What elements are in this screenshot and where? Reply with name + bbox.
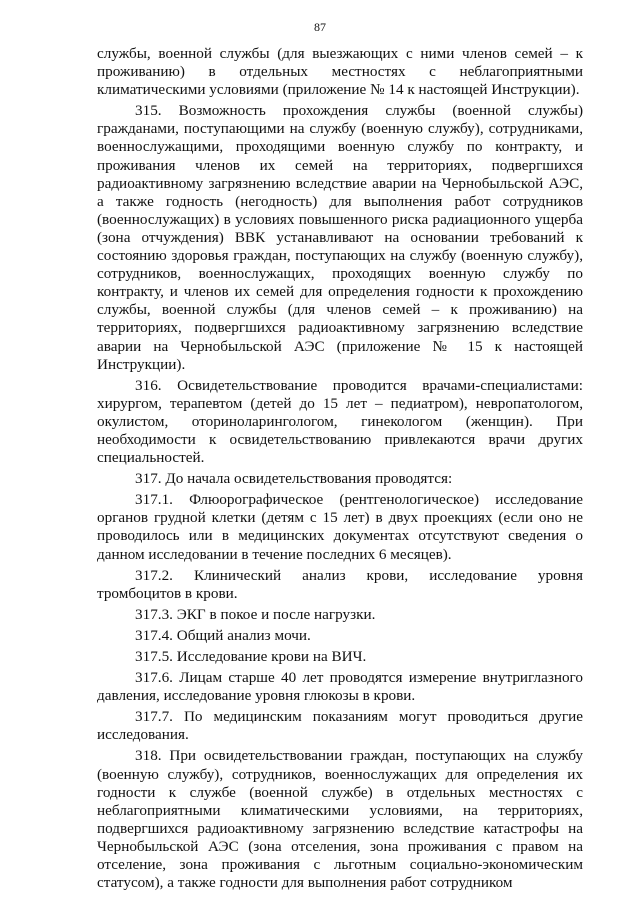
paragraph-317: 317. До начала освидетельствования проводятся:	[135, 470, 453, 488]
page-number: 87	[314, 20, 326, 34]
paragraph-317-5: 317.5. Исследование крови на ВИЧ.	[135, 648, 367, 665]
paragraph-316: 316. Освидетельствование проводится врачами-специалистами: хирургом, терапевтом (детей до 15 лет – педиатром), невропатологом, окулистом, оториноларингологом, гинекологом (женщин). При необходимости к освидетельствованию привлекаются врачи других специальностей.	[97, 376, 583, 467]
paragraph-317-1: 317.1. Флюорографическое (рентгенологическое) исследование органов грудной клетки (детям с 15 лет) в двух проекциях (если оно не проводилось или в медицинских документах отсутствуют сведения о данном исследовании в течение последних 6 месяцев).	[97, 491, 583, 563]
paragraph-continuation: службы, военной службы (для выезжающих с ними членов семей – к проживанию) в отдельных местностях с неблагоприятными климатическими условиями (приложение № 14 к настоящей Инструкции).	[97, 45, 583, 99]
paragraph-317-2: 317.2. Клинический анализ крови, исследование уровня тромбоцитов в крови.	[97, 566, 583, 602]
paragraph-315: 315. Возможность прохождения службы (военной службы) гражданами, поступающими на службу (военную службу), сотрудниками, военнослужащими, проходящими военную службу по контракту, и проживания членов их семей на территориях, подвергшихся радиоактивному загрязнению вследствие аварии на Чернобыльской АЭС, а также годность (негодность) для выполнения работ сотрудников (военнослужащих) в условиях повышенного риска радиационного ущерба (зона отчуждения) ВВК устанавливают на основании требований к состоянию здоровья граждан, поступающих на службу (военную службу), сотрудников, военнослужащих, проходящих военную службу по контракту, и членов их семей для определения годности к прохождению службы, военной службы (для членов семей – к проживанию) на территориях, подвергшихся радиоактивному загрязнению вследствие аварии на Чернобыльской АЭС (приложение № 15 к настоящей Инструкции).	[97, 102, 583, 373]
paragraph-317-6: 317.6. Лицам старше 40 лет проводятся измерение внутриглазного давления, исследование уровня глюкозы в крови.	[97, 669, 583, 705]
paragraph-317-7: 317.7. По медицинским показаниям могут проводиться другие исследования.	[97, 708, 583, 744]
paragraph-317-4: 317.4. Общий анализ мочи.	[135, 626, 311, 644]
paragraph-318: 318. При освидетельствовании граждан, поступающих на службу (военную службу), сотрудников, военнослужащих для определения их годности к службе (военной службе) в отдельных местностях с неблагоприятными климатическими условиями, на территориях, подвергшихся радиоактивному загрязнению вследствие катастрофы на Чернобыльской АЭС (зона отселения, зона проживания с правом на отселение, зона проживания с льготным социально-экономическим статусом), а также годности для выполнения работ сотрудником	[97, 747, 583, 892]
paragraph-317-3: 317.3. ЭКГ в покое и после нагрузки.	[135, 605, 376, 623]
document-body	[97, 45, 583, 895]
